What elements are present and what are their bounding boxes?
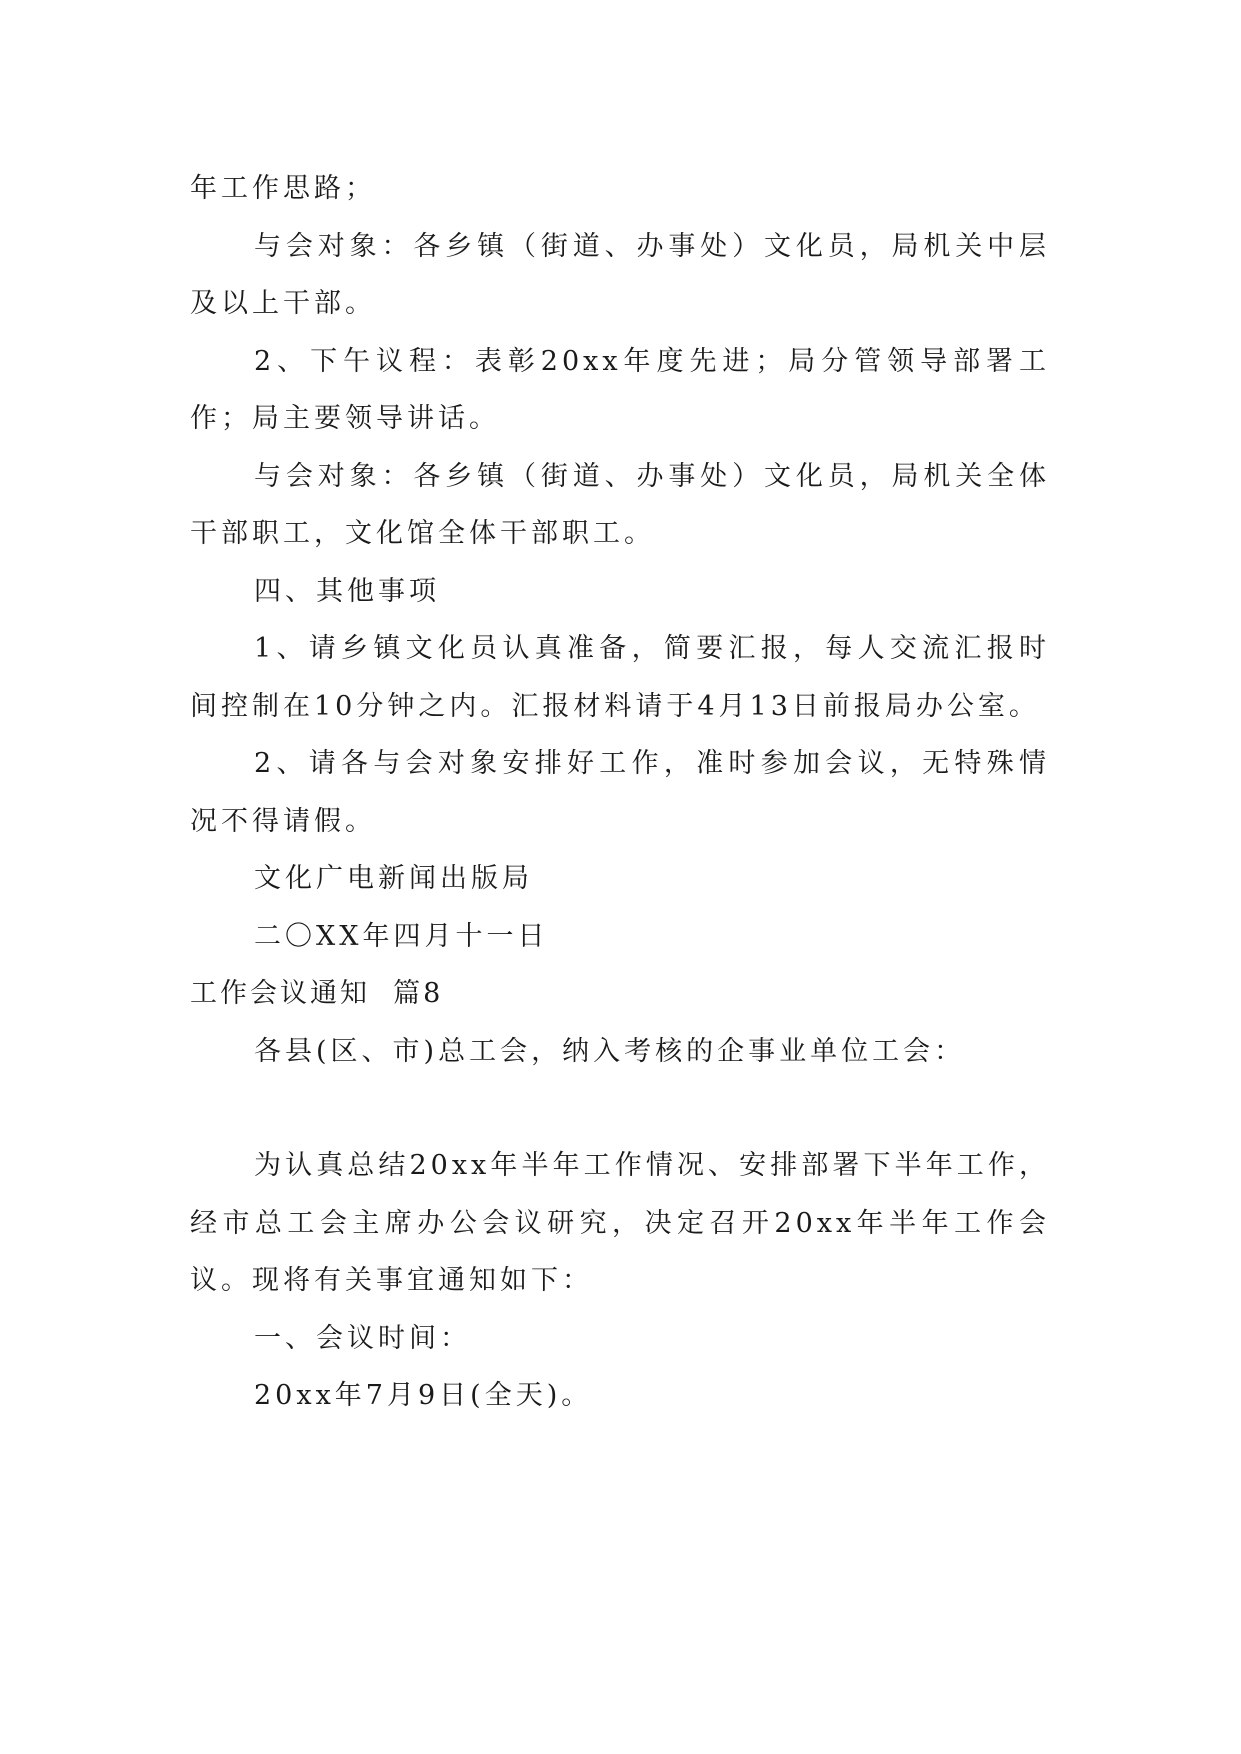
paragraph-meeting-time-heading: 一、会议时间： [254,1322,471,1354]
paragraph-addressee: 各县(区、市)总工会，纳入考核的企事业单位工会： [254,1035,966,1067]
paragraph-other-matters-2: 2、请各与会对象安排好工作，准时参加会议，无特殊情况不得请假。 [190,748,1050,837]
document-body [190,160,1050,1425]
signature-organization: 文化广电新闻出版局 [254,863,533,894]
paragraph-other-matters-heading: 四、其他事项 [254,575,440,607]
paragraph-attendees-morning: 与会对象：各乡镇（街道、办事处）文化员，局机关中层及以上干部。 [190,230,1050,319]
section-title: 工作会议通知 篇8 [190,978,444,1009]
paragraph-meeting-time: 20xx年7月9日(全天)。 [254,1380,593,1411]
paragraph-other-matters-1: 1、请乡镇文化员认真准备，简要汇报，每人交流汇报时间控制在10分钟之内。汇报材料请于4月13日前报局办公室。 [190,633,1050,722]
paragraph-afternoon-agenda: 2、下午议程：表彰20xx年度先进；局分管领导部署工作；局主要领导讲话。 [190,345,1050,434]
signature-date: 二〇XX年四月十一日 [254,920,549,952]
paragraph-intro: 为认真总结20xx年半年工作情况、安排部署下半年工作，经市总工会主席办公会议研究，决定召开20xx年半年工作会议。现将有关事宜通知如下： [190,1150,1050,1296]
paragraph-attendees-afternoon: 与会对象：各乡镇（街道、办事处）文化员，局机关全体干部职工，文化馆全体干部职工。 [190,460,1050,549]
paragraph-continuation: 年工作思路； [190,173,376,204]
